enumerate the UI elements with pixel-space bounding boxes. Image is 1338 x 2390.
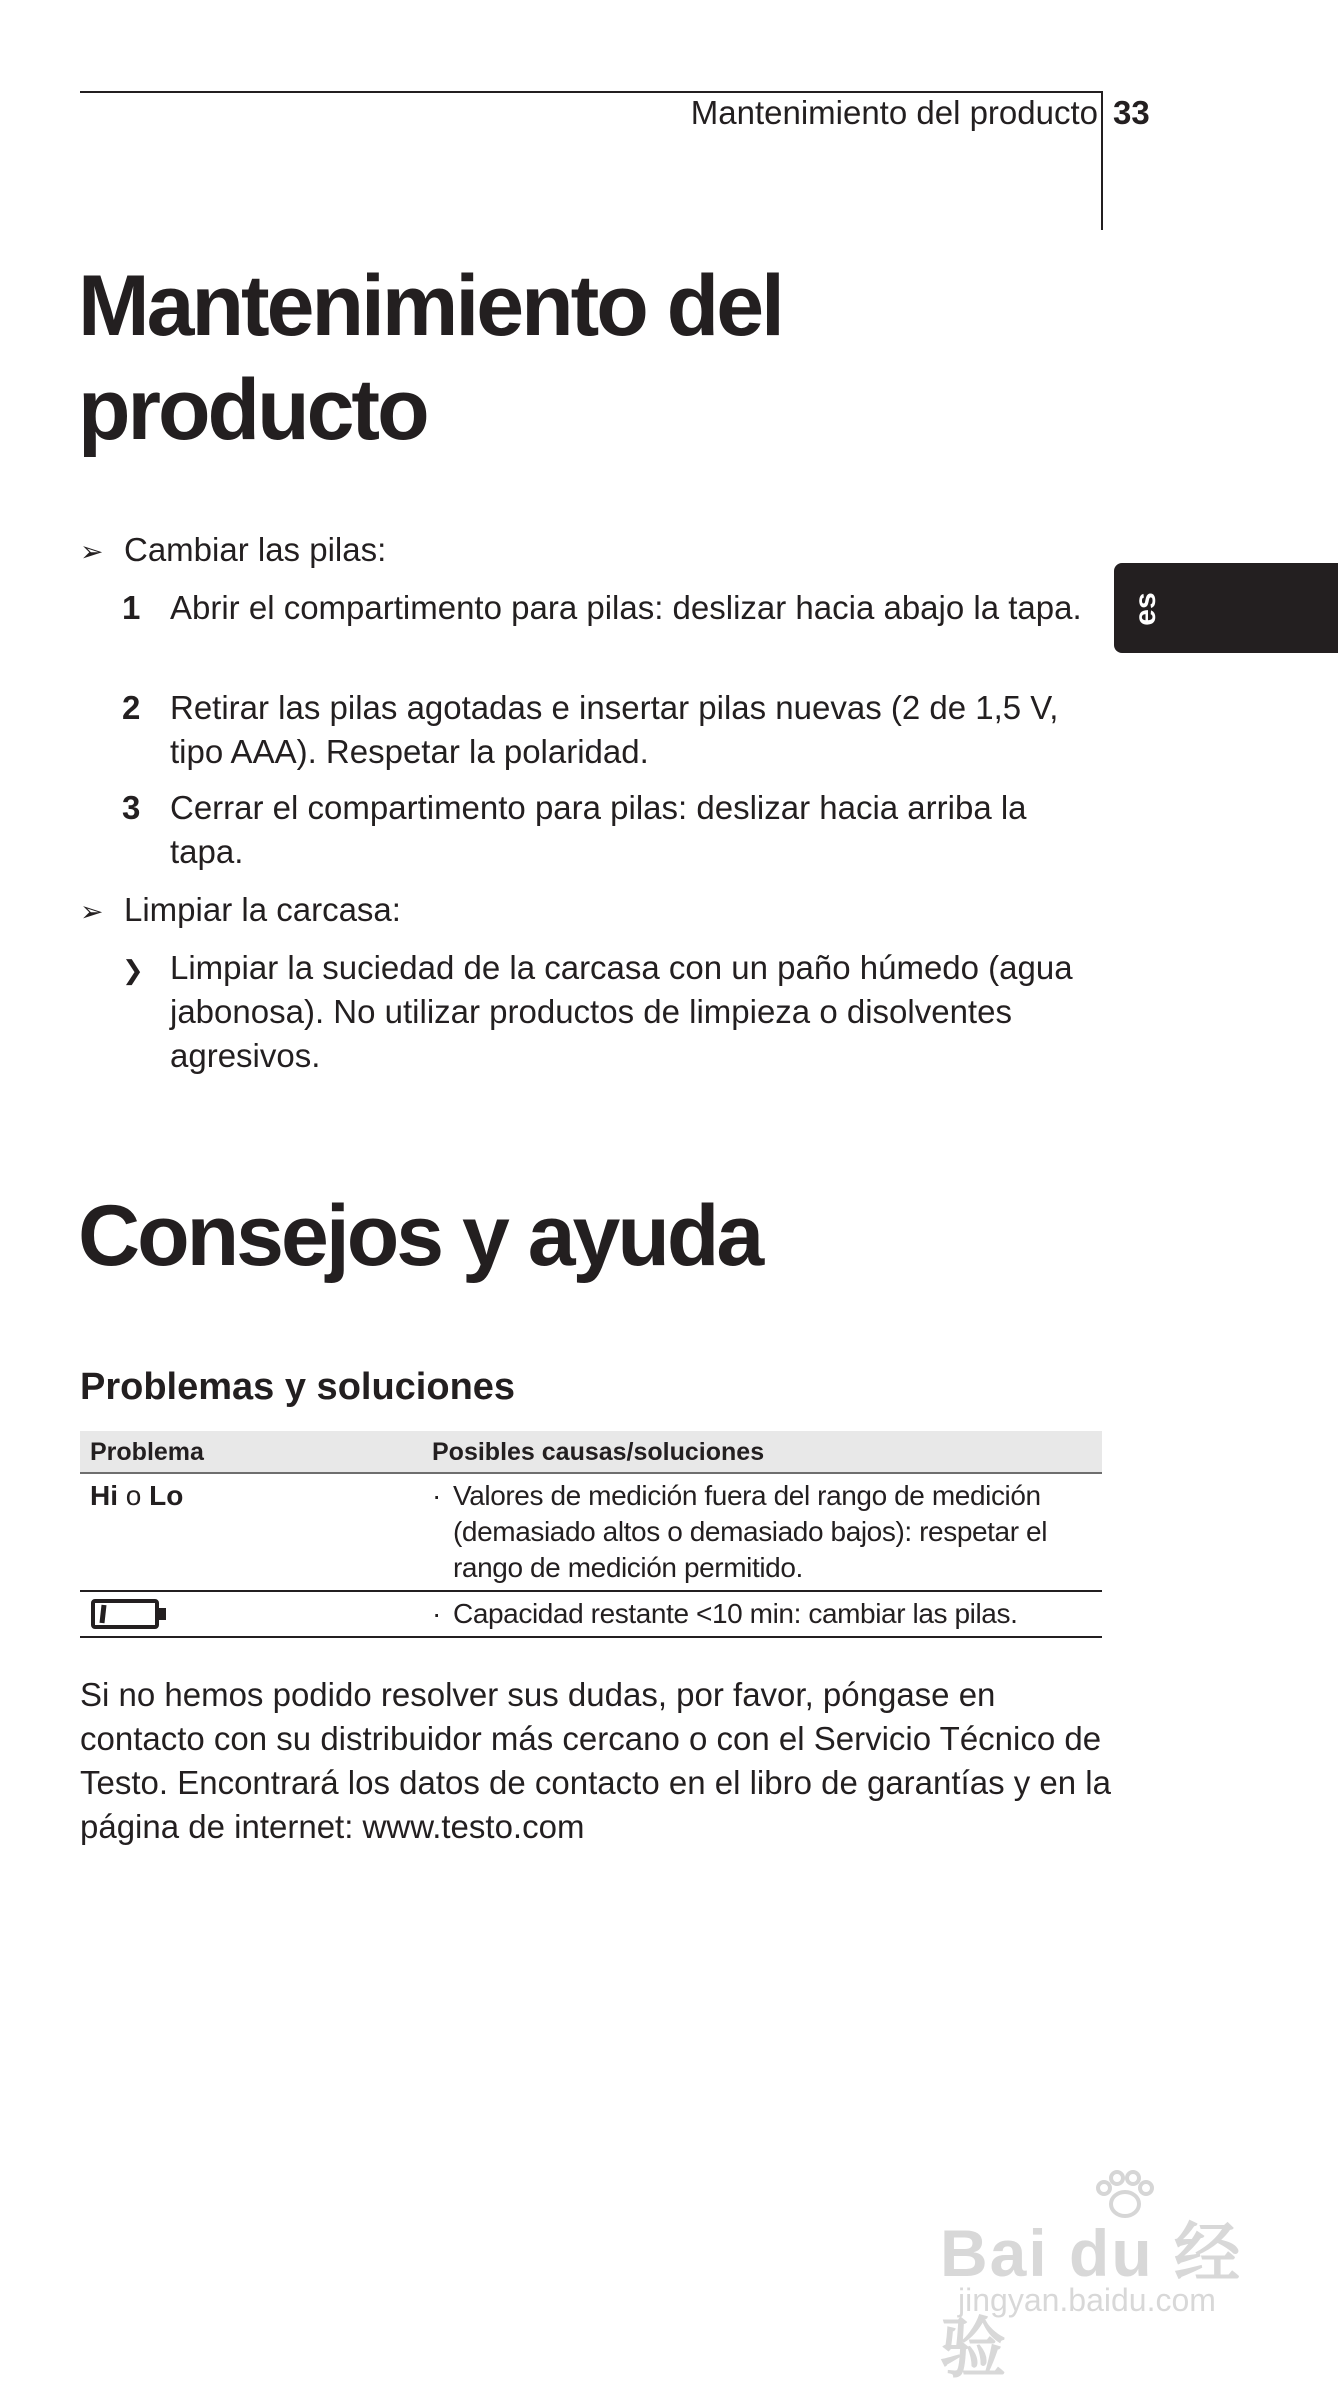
task-label: Limpiar la carcasa: [124,891,401,928]
section-title-line2: producto [78,362,427,458]
bullet: · [432,1598,442,1629]
task-label: Cambiar las pilas: [124,531,387,568]
step-number: 1 [122,589,141,626]
problem-code-lo: Lo [149,1480,184,1511]
task-clean-housing [80,891,401,929]
step-2 [122,686,1102,774]
problem-cell [90,1478,183,1514]
arrow-right-icon: ➢ [80,536,104,567]
step-number: 2 [122,689,141,726]
language-tab [1114,563,1338,653]
step-text: Cerrar el compartimento para pilas: deslizar hacia arriba la tapa. [170,789,1027,870]
step-number: 3 [122,789,141,826]
step-text: Abrir el compartimento para pilas: deslizar hacia abajo la tapa. [170,589,1082,626]
running-header-title: Mantenimiento del producto [690,94,1098,131]
column-header-problem: Problema [90,1438,204,1466]
section-title-tips: Consejos y ayuda [78,1188,762,1284]
section-title-maintenance [78,254,1078,462]
baidu-watermark [940,2170,1280,2385]
step-text: Retirar las pilas agotadas e insertar pilas nuevas (2 de 1,5 V, tipo AAA). Respetar la polaridad. [170,689,1059,770]
arrow-right-icon: ➢ [80,896,104,927]
column-header-solutions: Posibles causas/soluciones [432,1438,765,1466]
watermark-logo: Bai du 经验 [940,2216,1243,2385]
problem-separator: o [118,1480,150,1511]
header-divider [1101,91,1103,230]
bullet: · [432,1480,442,1511]
language-tab-label: es [1129,592,1162,626]
header-rule [80,91,1102,93]
table-row [80,1474,1102,1592]
table-row [80,1592,1102,1638]
contact-paragraph: Si no hemos podido resolver sus dudas, por favor, póngase en contacto con su distribuidor más cercano o con el Servicio Técnico de Testo. Encontrará los datos de contacto en el libro de garantías y en la página de internet: www.testo.com [80,1676,1111,1845]
step-clean [122,946,1102,1078]
problems-table [80,1431,1102,1638]
step-text: Limpiar la suciedad de la carcasa con un paño húmedo (agua jabonosa). No utilizar productos de limpieza o disolventes agresivos. [170,949,1073,1074]
section-title-line1: Mantenimiento del [78,258,782,354]
chevron-right-icon: ❯ [122,955,144,985]
solution-cell: Capacidad restante <10 min: cambiar las pilas. [453,1598,1018,1629]
battery-low-icon [90,1598,170,1639]
solution-cell: Valores de medición fuera del rango de medición (demasiado altos o demasiado bajos): respetar el rango de medición permitido. [453,1480,1048,1583]
page-number: 33 [1113,94,1150,131]
step-3 [122,786,1102,874]
problem-code-hi: Hi [90,1480,118,1511]
step-1 [122,586,1102,630]
watermark-url: jingyan.baidu.com [958,2282,1216,2318]
table-header [80,1431,1102,1474]
task-change-batteries [80,531,386,569]
subsection-title: Problemas y soluciones [80,1366,516,1408]
